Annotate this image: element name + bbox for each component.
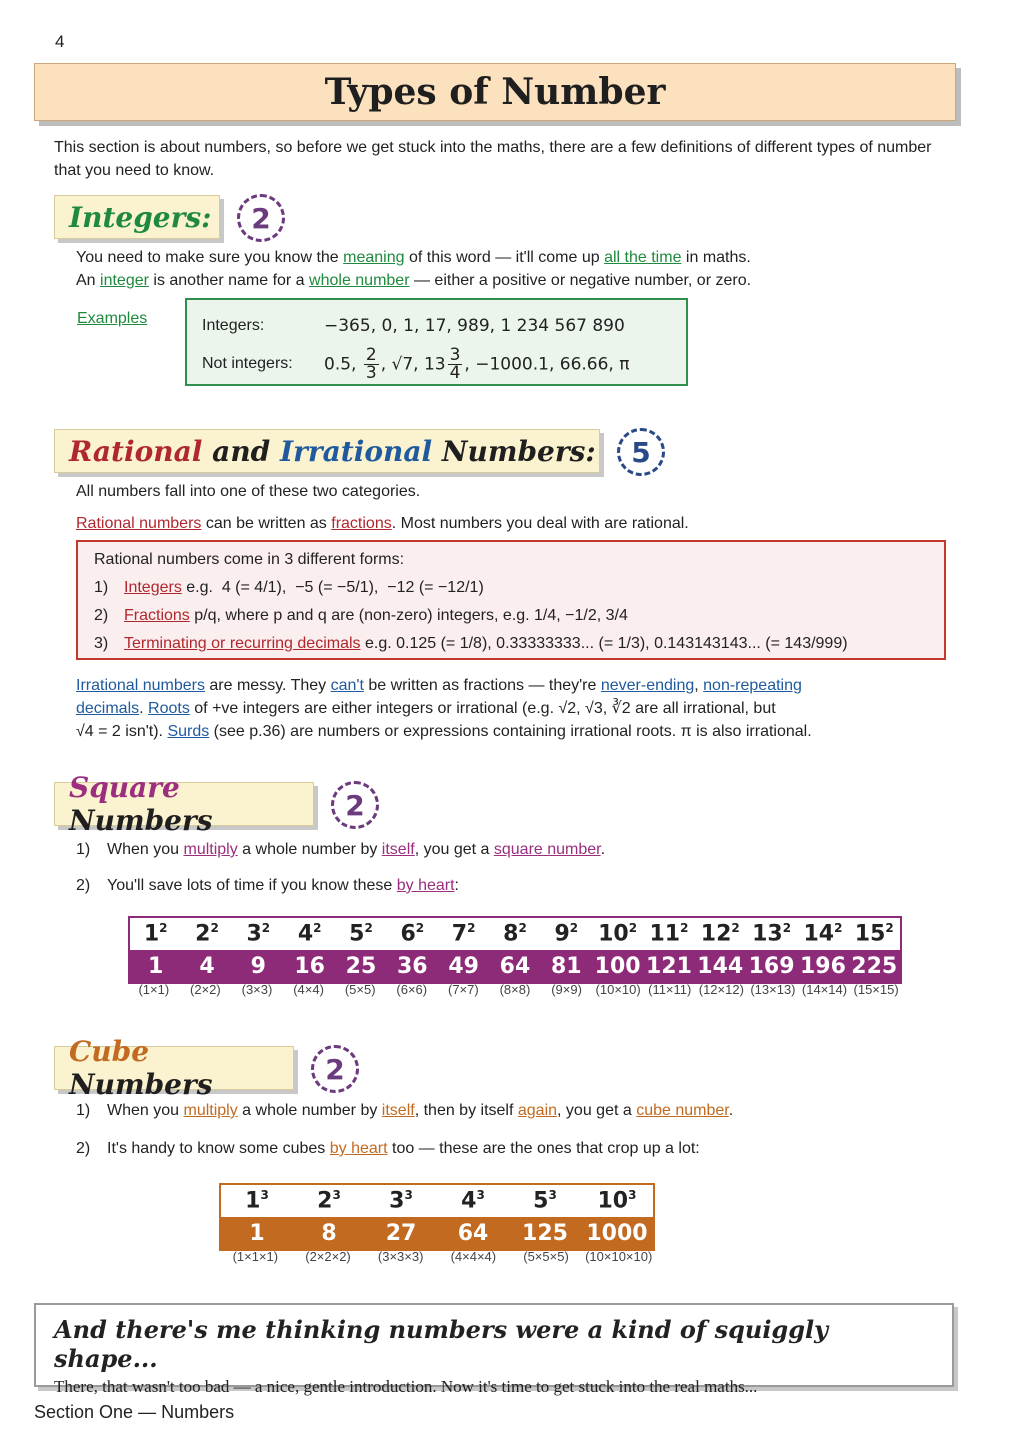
cube-values-row (221, 1217, 653, 1249)
cube-value-cell: 64 (457, 1220, 489, 1246)
square-value-cell: 121 (645, 953, 692, 979)
square-product-label: (15×15) (853, 982, 899, 997)
square-product-label: (7×7) (448, 982, 479, 997)
square-value-cell: 196 (799, 953, 846, 979)
square-product-label: (10×10) (595, 982, 641, 997)
square-numbers-table (128, 916, 902, 984)
page-number: 4 (55, 32, 65, 51)
integers-line-1: You need to make sure you know the meaning of this word — it'll come up all the time in maths. (76, 249, 751, 266)
cube-product-label: (10×10×10) (585, 1249, 653, 1264)
square-value-cell: 225 (851, 953, 898, 979)
square-power-cell: $5^2$ (349, 921, 373, 947)
square-value-cell: 36 (396, 953, 428, 979)
square-product-label: (12×12) (698, 982, 744, 997)
square-power-cell: $10^2$ (598, 921, 638, 947)
square-power-cell: $8^2$ (503, 921, 527, 947)
square-product-label: (9×9) (551, 982, 582, 997)
square-product-label: (11×11) (648, 982, 692, 997)
cube-product-label: (3×3×3) (377, 1249, 424, 1264)
cube-power-cell: $4^3$ (461, 1188, 485, 1214)
cube-power-cell: $1^3$ (245, 1188, 269, 1214)
cube-powers-row (221, 1185, 653, 1217)
rational-form-2: 2) Fractions p/q, where p and q are (non-zero) integers, e.g. 1/4, −1/2, 3/4 (94, 607, 628, 624)
cube-point-1: 1) When you multiply a whole number by itself, then by itself again, you get a cube number. (76, 1102, 734, 1119)
square-product-label: (8×8) (499, 982, 531, 997)
not-integers-row: Not integers: 0.5, $\frac{2}{3}$ , √7, 13 $\frac{3}{4}$ , −1000.1, 66.66, π (202, 344, 630, 383)
grade-badge-square (331, 781, 379, 829)
square-value-cell: 81 (550, 953, 582, 979)
square-product-label: (13×13) (750, 982, 796, 997)
square-product-label: (3×3) (241, 982, 273, 997)
square-value-cell: 25 (345, 953, 377, 979)
square-product-label: (14×14) (801, 982, 848, 997)
examples-label: Examples (77, 310, 148, 327)
square-point-1: 1) When you multiply a whole number by itself, you get a square number. (76, 841, 606, 858)
cube-value-cell: 8 (321, 1220, 337, 1246)
cube-value-cell: 27 (385, 1220, 417, 1246)
integers-row: Integers: −365, 0, 1, 17, 989, 1 234 567 890 (202, 316, 625, 336)
title-banner (34, 63, 956, 121)
cube-heading-box (54, 1035, 294, 1101)
cube-value-cell: 1000 (586, 1220, 648, 1246)
cube-value-cell: 125 (522, 1220, 568, 1246)
highlight-whole-number: whole number (309, 272, 410, 289)
integers-examples-box (185, 298, 688, 386)
square-products-row (128, 982, 902, 997)
square-product-label: (6×6) (396, 982, 428, 997)
grade-badge-integers (237, 194, 285, 242)
footer-section-label: Section One — Numbers (34, 1402, 235, 1422)
cube-product-label: (5×5×5) (523, 1249, 569, 1264)
square-value-cell: 100 (594, 953, 641, 979)
cube-product-label: (1×1×1) (232, 1249, 279, 1264)
rational-forms-box (76, 540, 946, 660)
cube-products-row (219, 1249, 655, 1264)
grade-value: 2 (345, 788, 365, 822)
rational-line-1: All numbers fall into one of these two categories. (76, 483, 421, 500)
square-value-cell: 1 (148, 953, 164, 979)
integers-heading: Integers: (69, 200, 212, 234)
square-heading-box (54, 771, 314, 837)
square-product-label: (5×5) (344, 982, 376, 997)
square-power-cell: $12^2$ (700, 921, 740, 947)
square-power-cell: $4^2$ (297, 921, 322, 947)
square-value-cell: 16 (294, 953, 325, 979)
cube-point-2: 2) It's handy to know some cubes by heart too — these are the ones that crop up a lot: (76, 1140, 700, 1157)
closing-heading: And there's me thinking numbers were a kind of squiggly shape... (54, 1315, 829, 1373)
rational-heading-box (54, 429, 600, 473)
cube-product-label: (4×4×4) (450, 1249, 497, 1264)
highlight-meaning: meaning (343, 249, 405, 266)
cube-power-cell: $3^3$ (389, 1188, 413, 1214)
cube-numbers-table (219, 1183, 655, 1251)
cube-heading: Cube Numbers (69, 1035, 213, 1101)
integers-line-2: An integer is another name for a whole number — either a positive or negative number, or zero. (76, 272, 752, 289)
grade-value: 2 (251, 201, 271, 235)
square-product-label: (2×2) (190, 982, 221, 997)
square-value-cell: 64 (499, 953, 531, 979)
grade-badge-rational (617, 428, 665, 476)
page-title: Types of Number (324, 71, 666, 113)
highlight-integer: integer (100, 272, 149, 289)
square-powers-row (130, 918, 900, 950)
square-value-cell: 169 (748, 953, 795, 979)
grade-value: 5 (631, 435, 651, 469)
square-power-cell: $13^2$ (752, 921, 792, 947)
square-value-cell: 144 (697, 953, 744, 979)
cube-power-cell: $5^3$ (533, 1188, 557, 1214)
square-power-cell: $14^2$ (803, 921, 843, 947)
cube-power-cell: $10^3$ (597, 1188, 637, 1214)
cube-power-cell: $2^3$ (317, 1188, 341, 1214)
square-power-cell: $9^2$ (554, 921, 579, 947)
square-value-cell: 4 (199, 953, 215, 979)
square-power-cell: $1^2$ (143, 921, 168, 947)
square-values-row (130, 950, 900, 982)
highlight-all-the-time: all the time (604, 249, 682, 266)
irrational-paragraph: Irrational numbers are messy. They can't be written as fractions — they're never-ending, non-repeating decimals. Roots of +ve integers are either integers or irrational (e.g. √2, √3, ∛2 are all irrational, but √4 = 2 isn't). Surds (see p.36) are numbers or expressions containing irrational roots. π is also irrational. (76, 677, 812, 740)
rational-heading: Rational and Irrational Numbers: (69, 434, 596, 468)
closing-body: There, that wasn't too bad — a nice, gentle introduction. Now it's time to get stuck into the real maths... (54, 1377, 758, 1396)
square-product-label: (1×1) (138, 982, 170, 997)
intro-paragraph: This section is about numbers, so before we get stuck into the maths, there are a few definitions of different types of number that you need to know. (54, 139, 932, 179)
square-product-label: (4×4) (293, 982, 324, 997)
square-value-cell: 9 (250, 953, 266, 979)
closing-box (34, 1303, 954, 1396)
square-power-cell: $15^2$ (854, 921, 894, 947)
rational-form-3: 3) Terminating or recurring decimals e.g. 0.125 (= 1/8), 0.33333333... (= 1/3), 0.143143143... (= 143/999) (94, 635, 848, 652)
square-power-cell: $11^2$ (649, 921, 689, 947)
integers-heading-box (54, 195, 220, 239)
square-point-2: 2) You'll save lots of time if you know these by heart: (76, 877, 459, 894)
rational-line-2: Rational numbers can be written as fractions. Most numbers you deal with are rational. (76, 515, 689, 532)
cube-value-cell: 1 (249, 1220, 265, 1246)
cube-product-label: (2×2×2) (305, 1249, 351, 1264)
square-power-cell: $2^2$ (195, 921, 219, 947)
square-power-cell: $6^2$ (400, 921, 425, 947)
rational-form-1: 1) Integers e.g. 4 (= 4/1), −5 (= −5/1), −12 (= −12/1) (94, 579, 484, 596)
square-power-cell: $3^2$ (246, 921, 271, 947)
square-value-cell: 49 (448, 953, 479, 979)
square-heading: Square Numbers (69, 771, 213, 837)
grade-value: 2 (325, 1052, 345, 1086)
grade-badge-cube (311, 1045, 359, 1093)
square-power-cell: $7^2$ (451, 921, 476, 947)
rational-forms-intro: Rational numbers come in 3 different forms: (94, 551, 405, 568)
